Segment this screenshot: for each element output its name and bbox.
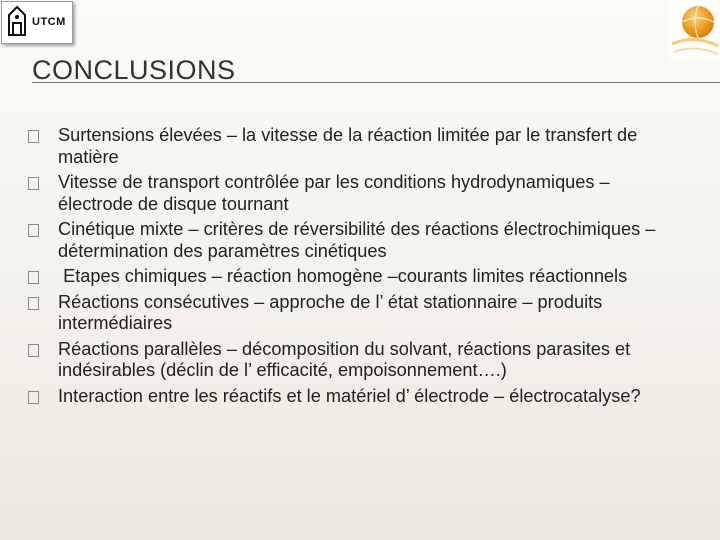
bullet-text: Réactions parallèles – décomposition du solvant, réactions parasites et indésirables (déclin de l’ efficacité, empoisonnement….) — [58, 338, 631, 380]
bullet-text: Surtensions élevées – la vitesse de la réaction limitée par le transfert de matière — [58, 125, 638, 167]
bullet-text: Etapes chimiques – réaction homogène –courants limites réactionnels — [58, 266, 628, 286]
bullet-text: Réactions consécutives – approche de l’ état stationnaire – produits intermédiaires — [58, 291, 603, 333]
logo — [1, 1, 73, 44]
bullet-text: Vitesse de transport contrôlée par les conditions hydrodynamiques – électrode de disque tournant — [58, 172, 610, 214]
list-item — [28, 292, 668, 335]
page-title: CONCLUSIONS — [32, 55, 236, 85]
list-item — [28, 339, 668, 382]
list-item — [28, 219, 668, 262]
bullet-square-icon — [28, 224, 39, 237]
bullet-square-icon — [28, 177, 39, 190]
title-divider — [32, 82, 720, 83]
bullet-square-icon — [28, 130, 39, 143]
bullet-square-icon — [28, 297, 39, 310]
list-item — [28, 172, 668, 215]
bullet-list — [28, 125, 668, 411]
bullet-square-icon — [28, 271, 39, 284]
bullet-square-icon — [28, 391, 39, 404]
list-item — [28, 125, 668, 168]
university-building-icon — [5, 5, 29, 39]
bullet-text: Cinétique mixte – critères de réversibilité des réactions électrochimiques – détermination des paramètres cinétiques — [58, 219, 656, 261]
orange-globe-emblem-icon — [668, 0, 720, 60]
logo-text: UTCM — [32, 16, 66, 28]
list-item — [28, 386, 668, 408]
bullet-square-icon — [28, 344, 39, 357]
bullet-text: Interaction entre les réactifs et le matériel d’ électrode – électrocatalyse? — [58, 385, 641, 406]
list-item — [28, 266, 668, 288]
